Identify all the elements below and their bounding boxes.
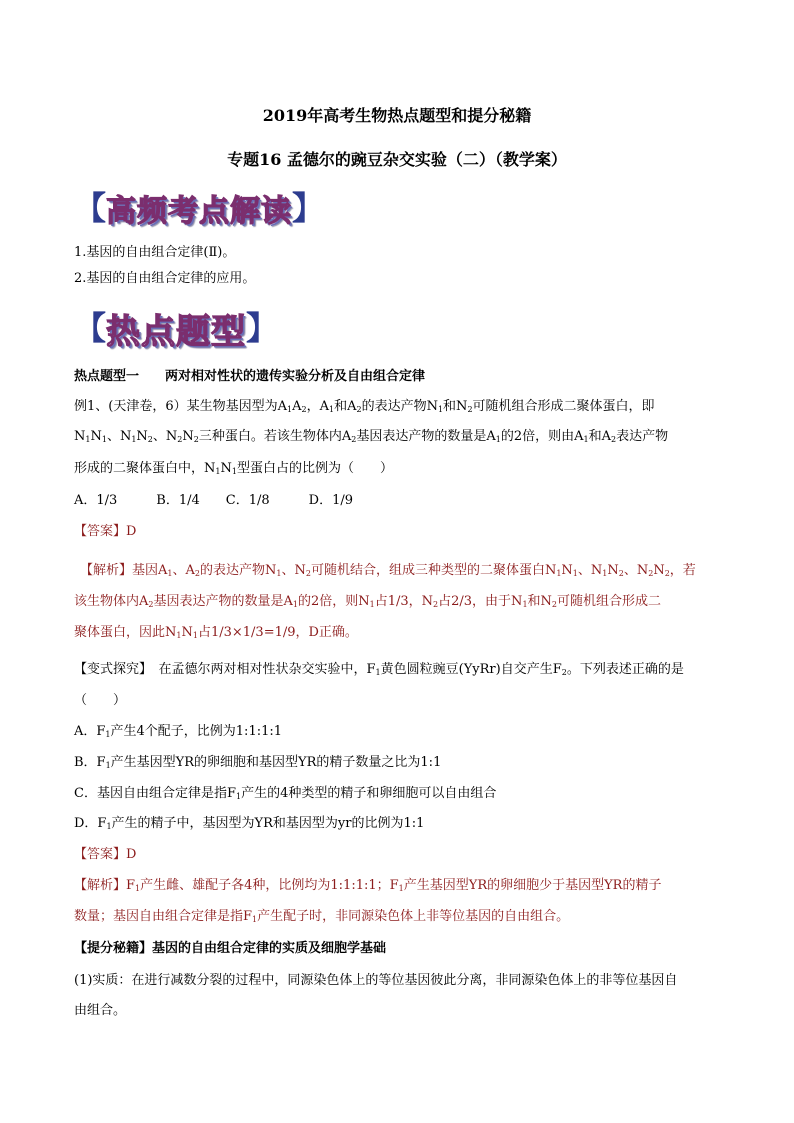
variant-question-line-2: （ ）: [74, 693, 127, 708]
example-answer: 【答案】D: [74, 524, 137, 539]
variant-option-d: D．$F_1$产生的精子中，基因型为YR和基因型为yr的比例为1:1: [74, 816, 425, 831]
tips-heading: 【提分秘籍】基因的自由组合定律的实质及细胞学基础: [74, 941, 387, 956]
example-question-line-1: 例1、(天津卷，6）某生物基因型为$A_1A_2$，$A_1$和$A_2$的表达产物$N_1$和$N_2$可随机组合形成二聚体蛋白，即: [74, 399, 655, 414]
banner-hot-topics: [74, 306, 278, 350]
section-heading-1: 热点题型一 两对相对性状的遗传实验分析及自由组合定律: [74, 369, 426, 384]
example-question-line-2: $N_1N_1$、$N_1N_2$、$N_2N_2$三种蛋白。若该生物体内$A_2$基因表达产物的数量是$A_1$的2倍，则由$A_1$和$A_2$表达产物: [74, 429, 669, 444]
banner-readout-text: 高频考点解读: [106, 194, 293, 229]
variant-analysis-line-1: 【解析】$F_1$产生雌、雄配子各4种，比例均为1:1:1:1；$F_1$产生基因型YR的卵细胞少于基因型YR的精子: [74, 878, 662, 893]
variant-option-a: A．$F_1$产生4个配子，比例为1:1:1:1: [74, 724, 283, 739]
tips-line-2: 由组合。: [74, 1003, 127, 1018]
document-title: 2019年高考生物热点题型和提分秘籍: [262, 106, 532, 125]
banner-bracket-left: 【: [74, 189, 107, 227]
example-analysis-line-3: 聚体蛋白，因此$N_1N_1$占1/3×1/3=1/9，D正确。: [74, 625, 358, 640]
example-analysis-line-1: 【解析】基因$A_1$、$A_2$的表达产物$N_1$、$N_2$可随机结合，组成三种类型的二聚体蛋白$N_1N_1$、$N_1N_2$、$N_2N_2$，若: [80, 563, 696, 578]
banner-bracket-right: 】: [292, 189, 325, 227]
point-1: 1.基因的自由组合定律(Ⅱ)。: [74, 245, 236, 260]
tips-line-1: (1)实质：在进行减数分裂的过程中，同源染色体上的等位基因彼此分离，非同源染色体上的非等位基因自: [74, 973, 678, 988]
banner-hot-text: 热点题型: [106, 311, 247, 352]
variant-answer: 【答案】D: [74, 847, 137, 862]
example-analysis-line-2: 该生物体内$A_2$基因表达产物的数量是$A_1$的2倍，则$N_1$占1/3，$N_2$占2/3，由于$N_1$和$N_2$可随机组合形成二: [74, 594, 662, 609]
example-question-line-3: 形成的二聚体蛋白中，$N_1N_1$型蛋白占的比例为（ ）: [74, 461, 393, 476]
banner-bracket-right: 】: [246, 309, 279, 347]
variant-question-line-1: 【变式探究】 在孟德尔两对相对性状杂交实验中，$F_1$黄色圆粒豌豆(YyRr)自交产生$F_2$。下列表述正确的是: [74, 662, 684, 677]
variant-option-b: B．$F_1$产生基因型YR的卵细胞和基因型YR的精子数量之比为1:1: [74, 755, 442, 770]
example-options: A．1/3 B．1/4 C．1/8 D．1/9: [74, 493, 353, 508]
banner-bracket-left: 【: [74, 309, 107, 347]
banner-high-frequency: [74, 186, 324, 230]
point-2: 2.基因的自由组合定律的应用。: [74, 271, 256, 286]
variant-option-c: C．基因自由组合定律是指$F_1$产生的4种类型的精子和卵细胞可以自由组合: [74, 786, 497, 801]
variant-analysis-line-2: 数量；基因自由组合定律是指$F_1$产生配子时，非同源染色体上非等位基因的自由组合。: [74, 909, 570, 924]
document-subtitle: 专题16 孟德尔的豌豆杂交实验（二）（教学案）: [227, 150, 567, 169]
